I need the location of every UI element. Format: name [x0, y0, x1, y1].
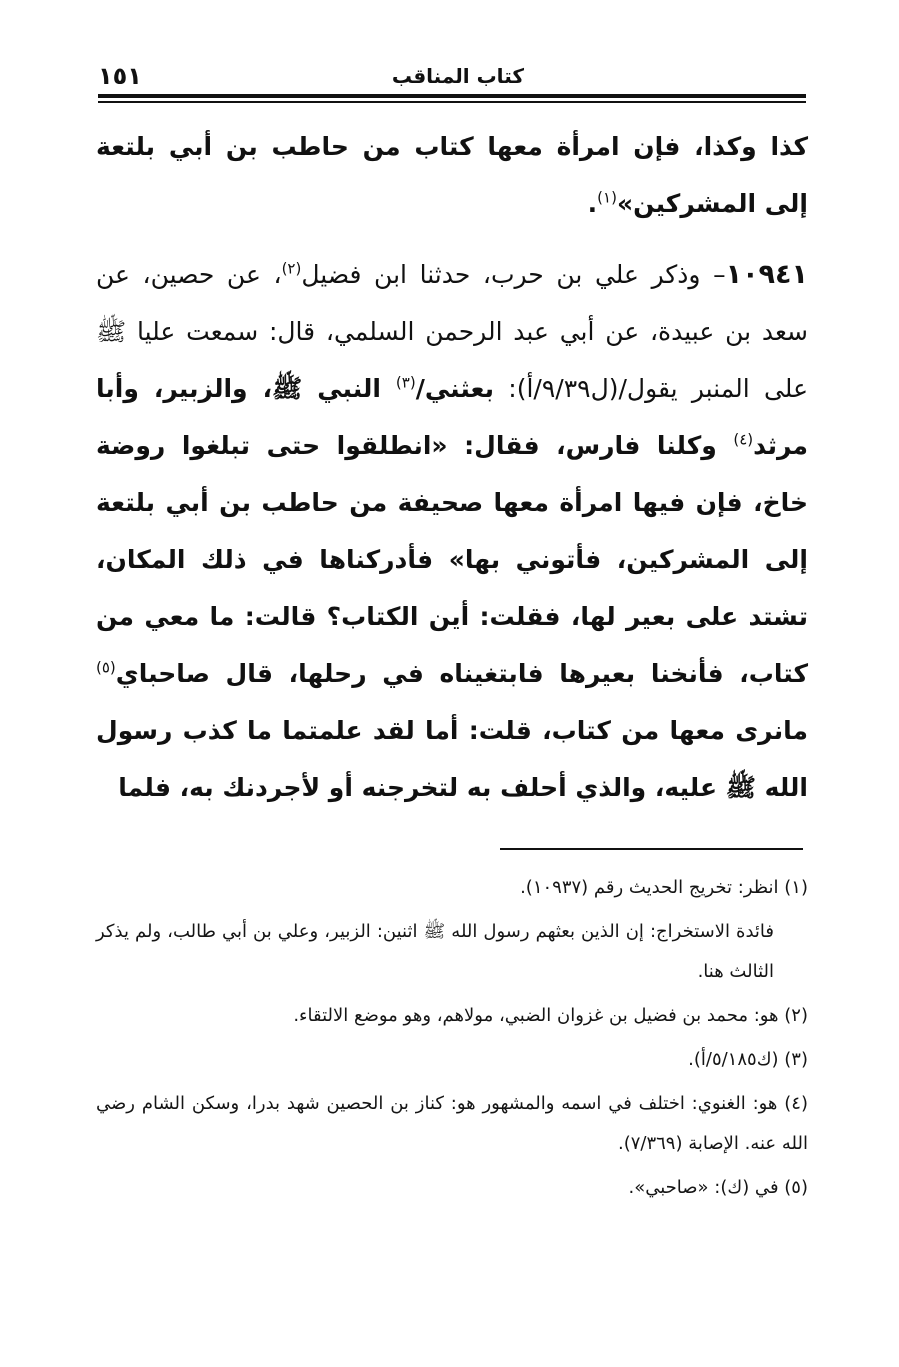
footnote-1-note: فائدة الاستخراج: إن الذين بعثهم رسول الله ﷺ اثنين: الزبير، وعلي بن أبي طالب، ولم يذكر الثالث هنا.	[96, 921, 774, 982]
matn-text-1: بعثني/	[415, 374, 495, 403]
isnad-text-1: وذكر علي بن حرب، حدثنا ابن فضيل	[301, 260, 701, 289]
page-header	[98, 62, 806, 94]
matn-text-2: النبي ﷺ، والزبير، وأبا مرثد	[96, 374, 808, 460]
hadith-number: ١٠٩٤١	[725, 259, 808, 290]
hadith-dash: –	[700, 260, 726, 289]
footnote-2: (٢) هو: محمد بن فضيل بن غزوان الضبي، مولاهم، وهو موضع الالتقاء.	[293, 1005, 808, 1026]
isnad-text-2: ، عن حصين، عن سعد بن عبيدة، عن أبي عبد الرحمن السلمي، قال: سمعت عليا ﷺ على المنبر يقول/(ل٩/٣٩/أ):	[96, 260, 808, 403]
footnote-ref-3: (٣)	[395, 373, 416, 392]
page-number: ١٥١	[98, 62, 142, 90]
header-rule-thick	[98, 94, 806, 98]
paragraph-continuation	[96, 118, 808, 232]
footnote-ref-5: (٥)	[96, 658, 116, 677]
footnote-ref-2: (٢)	[281, 259, 302, 278]
footnote-ref-4: (٤)	[733, 430, 754, 449]
footnote-4: (٤) هو: الغنوي: اختلف في اسمه والمشهور هو: كناز بن الحصين شهد بدرا، وسكن الشام رضي الله عنه. الإصابة (٧/٣٦٩).	[96, 1093, 808, 1154]
header-rule-thin	[98, 101, 806, 103]
footnote-separator	[500, 848, 803, 850]
hadith-paragraph	[96, 246, 808, 816]
matn-text-4: مانرى معها من كتاب، قلت: أما لقد علمتما ما كذب رسول الله ﷺ عليه، والذي أحلف به لتخرجنه أو لأجردنك به، فلما	[96, 716, 808, 802]
footnotes	[96, 868, 808, 1212]
main-text	[96, 118, 808, 816]
footnote-ref-1: (١)	[597, 188, 617, 207]
paragraph-text: كذا وكذا، فإن امرأة معها كتاب من حاطب بن أبي بلتعة إلى المشركين»	[96, 132, 808, 218]
matn-text-3: وكلنا فارس، فقال: «انطلقوا حتى تبلغوا روضة خاخ، فإن فيها امرأة معها صحيفة من حاطب بن أبي بلتعة إلى المشركين، فأتوني بها» فأدركناها في ذلك المكان، تشتد على بعير لها، فقلت: أين الكتاب؟ قالت: ما معي من كتاب، فأنخنا بعيرها فابتغيناه في رحلها، قال صاحباي	[96, 431, 808, 688]
footnote-1: (١) انظر: تخريج الحديث رقم (١٠٩٣٧).	[520, 877, 808, 898]
running-title: كتاب المناقب	[391, 64, 524, 88]
paragraph-end: .	[587, 189, 598, 218]
footnote-5: (٥) في (ك): «صاحبي».	[628, 1177, 808, 1198]
footnote-3: (٣) (ك٥/١٨٥/أ).	[688, 1049, 808, 1070]
